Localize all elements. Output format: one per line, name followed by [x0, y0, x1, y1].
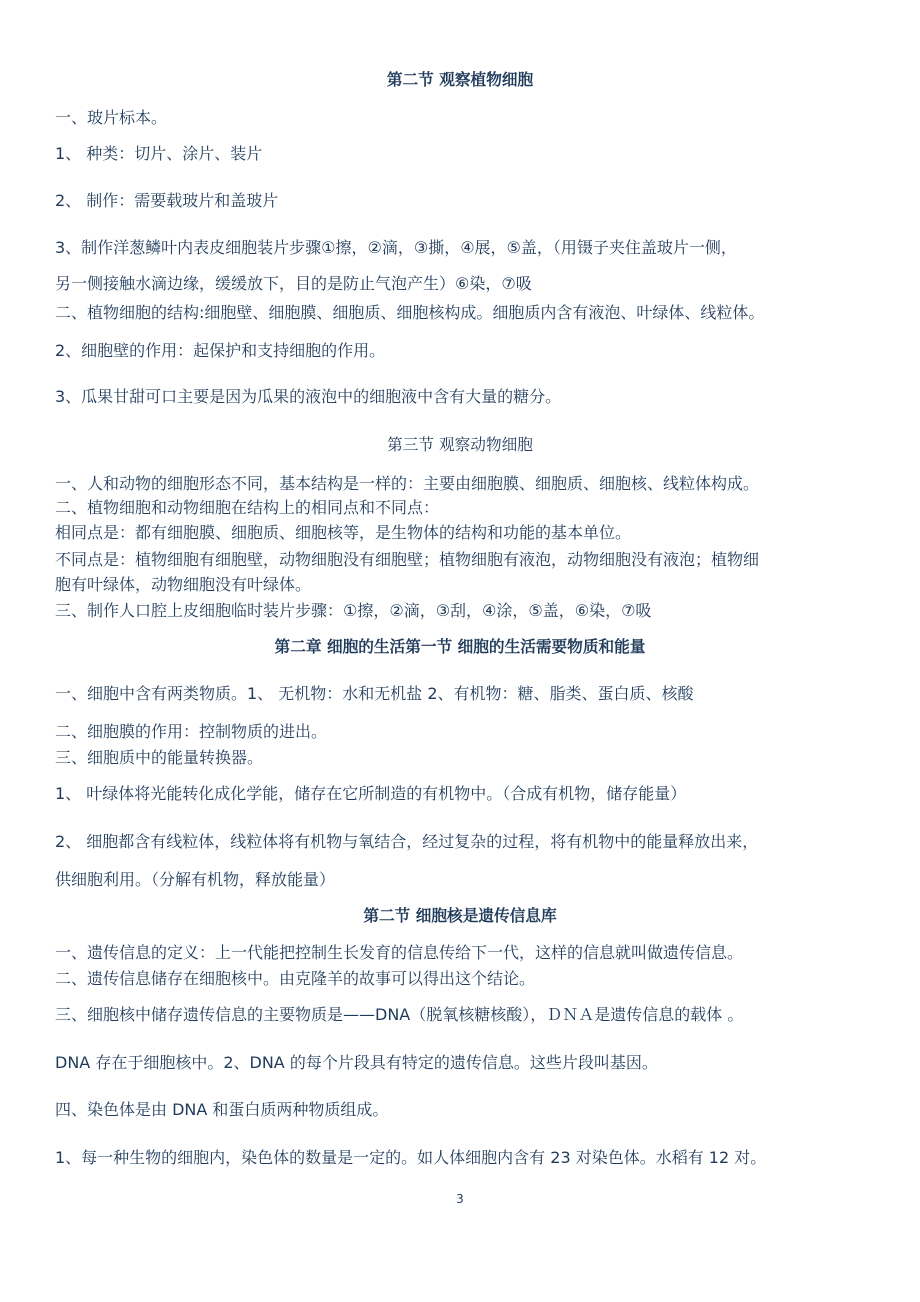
paragraph: 一、细胞中含有两类物质。1、 无机物：水和无机盐 2、有机物：糖、脂类、蛋白质、核酸: [55, 684, 694, 703]
paragraph: 三、细胞质中的能量转换器。: [55, 748, 264, 767]
paragraph: 1、每一种生物的细胞内，染色体的数量是一定的。如人体细胞内含有 23 对染色体。水稻有 12 对。: [55, 1148, 767, 1167]
paragraph: 不同点是：植物细胞有细胞壁，动物细胞没有细胞壁；植物细胞有液泡，动物细胞没有液泡；植物细: [55, 550, 760, 569]
paragraph: 一、玻片标本。: [55, 108, 168, 127]
paragraph: 2、细胞壁的作用：起保护和支持细胞的作用。: [55, 341, 386, 360]
paragraph: 二、植物细胞的结构:细胞壁、细胞膜、细胞质、细胞核构成。细胞质内含有液泡、叶绿体、线粒体。: [55, 303, 765, 322]
paragraph: 2、 制作：需要载玻片和盖玻片: [55, 191, 279, 210]
paragraph: 三、制作人口腔上皮细胞临时装片步骤：①擦，②滴，③刮，④涂，⑤盖，⑥染，⑦吸: [55, 601, 652, 620]
paragraph: 另一侧接触水滴边缘，缓缓放下，目的是防止气泡产生）⑥染，⑦吸: [55, 274, 532, 293]
paragraph: 1、 叶绿体将光能转化成化学能，储存在它所制造的有机物中。（合成有机物，储存能量）: [55, 784, 687, 803]
paragraph: 3、制作洋葱鳞叶内表皮细胞装片步骤①擦，②滴，③撕，④展，⑤盖，（用镊子夹住盖玻片一侧，: [55, 238, 737, 257]
section-heading: 第二节 观察植物细胞: [386, 70, 534, 89]
paragraph: 3、瓜果甘甜可口主要是因为瓜果的液泡中的细胞液中含有大量的糖分。: [55, 387, 562, 406]
paragraph: 二、植物细胞和动物细胞在结构上的相同点和不同点：: [55, 498, 440, 517]
paragraph: 一、遗传信息的定义：上一代能把控制生长发育的信息传给下一代，这样的信息就叫做遗传信息。: [55, 943, 744, 962]
paragraph: 供细胞利用。（分解有机物，释放能量）: [55, 870, 336, 889]
paragraph: 二、细胞膜的作用：控制物质的进出。: [55, 722, 328, 741]
page-number: 3: [456, 1192, 464, 1206]
paragraph: 2、 细胞都含有线粒体，线粒体将有机物与氧结合，经过复杂的过程，将有机物中的能量释放出来，: [55, 832, 759, 851]
paragraph: DNA 存在于细胞核中。2、DNA 的每个片段具有特定的遗传信息。这些片段叫基因。: [55, 1053, 658, 1072]
paragraph: 一、人和动物的细胞形态不同，基本结构是一样的：主要由细胞膜、细胞质、细胞核、线粒体构成。: [55, 474, 760, 493]
section-heading: 第三节 观察动物细胞: [387, 435, 533, 454]
paragraph: 胞有叶绿体，动物细胞没有叶绿体。: [55, 575, 312, 594]
paragraph: 二、遗传信息储存在细胞核中。由克隆羊的故事可以得出这个结论。: [55, 969, 536, 988]
chapter-heading: 第二章 细胞的生活第一节 细胞的生活需要物质和能量: [274, 637, 646, 656]
section-heading: 第二节 细胞核是遗传信息库: [363, 906, 557, 925]
paragraph: 四、染色体是由 DNA 和蛋白质两种物质组成。: [55, 1100, 389, 1119]
paragraph: 相同点是：都有细胞膜、细胞质、细胞核等，是生物体的结构和功能的基本单位。: [55, 523, 632, 542]
paragraph: 三、细胞核中储存遗传信息的主要物质是——DNA（脱氧核糖核酸），ＤＮＡ是遗传信息的载体 。: [55, 1005, 744, 1024]
paragraph: 1、 种类：切片、涂片、装片: [55, 144, 263, 163]
